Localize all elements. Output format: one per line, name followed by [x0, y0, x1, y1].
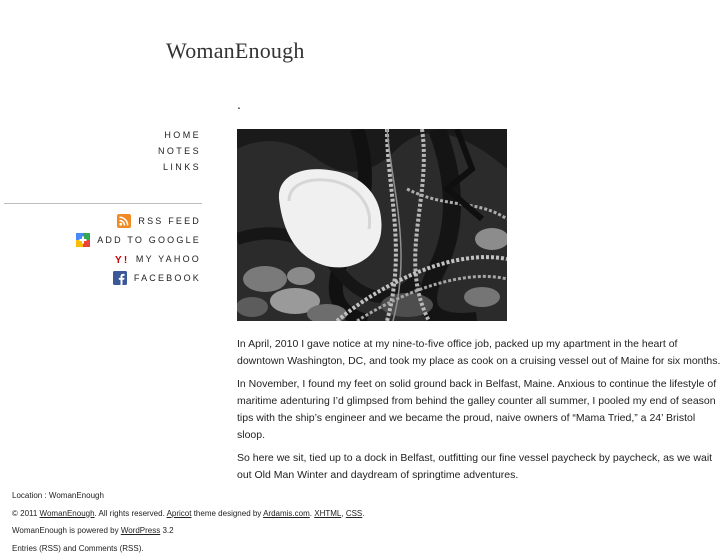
footer: [12, 487, 365, 557]
footer-location: Location : WomanEnough: [12, 487, 365, 505]
location-value: WomanEnough: [49, 491, 104, 500]
facebook-label: FACEBOOK: [134, 273, 201, 283]
post-paragraph: In November, I found my feet on solid ground back in Belfast, Maine. Anxious to continue the lifestyle of maritime adenturing I’d glimpsed from behind the galley counter all summer, I pooled my end of season tips with the ship’s engineer and we became the proud, naive owners of “Mama Tried,” a 24’ Bristol sloop.: [237, 376, 721, 444]
footer-copyright: © 2011 WomanEnough. All rights reserved. Apricot theme designed by Ardamis.com. XHTML, CSS.: [12, 505, 365, 523]
post-photo: [237, 129, 507, 321]
footer-powered-by: WomanEnough is powered by WordPress 3.2: [12, 522, 365, 540]
nav-notes[interactable]: NOTES: [0, 143, 201, 159]
footer-feeds[interactable]: Entries (RSS) and Comments (RSS).: [12, 540, 365, 557]
site-title[interactable]: WomanEnough: [166, 38, 305, 64]
feed-links: [0, 211, 201, 287]
designer-link[interactable]: Ardamis.com: [263, 509, 310, 518]
main-nav: [0, 127, 201, 175]
rss-icon: [117, 214, 131, 228]
xhtml-link[interactable]: XHTML: [314, 509, 341, 518]
theme-link[interactable]: Apricot: [167, 509, 192, 518]
add-to-google-link[interactable]: [0, 230, 201, 249]
my-yahoo-link[interactable]: [0, 249, 201, 268]
google-plus-icon: [76, 233, 90, 247]
post-paragraph: So here we sit, tied up to a dock in Belfast, outfitting our fine vessel paycheck by paycheck, as we wait out Old Man Winter and daydream of springtime adventures.: [237, 450, 721, 484]
post-body: [237, 336, 721, 490]
post-paragraph: In April, 2010 I gave notice at my nine-to-five office job, packed up my apartment in the heart of downtown Washington, DC, and took my place as cook on a cruising vessel out of Maine for six months.: [237, 336, 721, 370]
facebook-icon: [113, 271, 127, 285]
footer-site-link[interactable]: WomanEnough: [40, 509, 95, 518]
sidebar-divider: [4, 203, 202, 204]
css-link[interactable]: CSS: [346, 509, 362, 518]
facebook-link[interactable]: [0, 268, 201, 287]
nav-links[interactable]: LINKS: [0, 159, 201, 175]
svg-text:Y!: Y!: [115, 255, 129, 266]
nav-home[interactable]: HOME: [0, 127, 201, 143]
wordpress-link[interactable]: WordPress: [121, 526, 160, 535]
post-title[interactable]: .: [237, 96, 241, 112]
rss-feed-link[interactable]: [0, 211, 201, 230]
yahoo-icon: [115, 252, 129, 266]
my-yahoo-label: MY YAHOO: [136, 254, 201, 264]
seaweed-shell-image: [237, 129, 507, 321]
rss-feed-label: RSS FEED: [138, 216, 201, 226]
add-to-google-label: ADD TO GOOGLE: [97, 235, 201, 245]
